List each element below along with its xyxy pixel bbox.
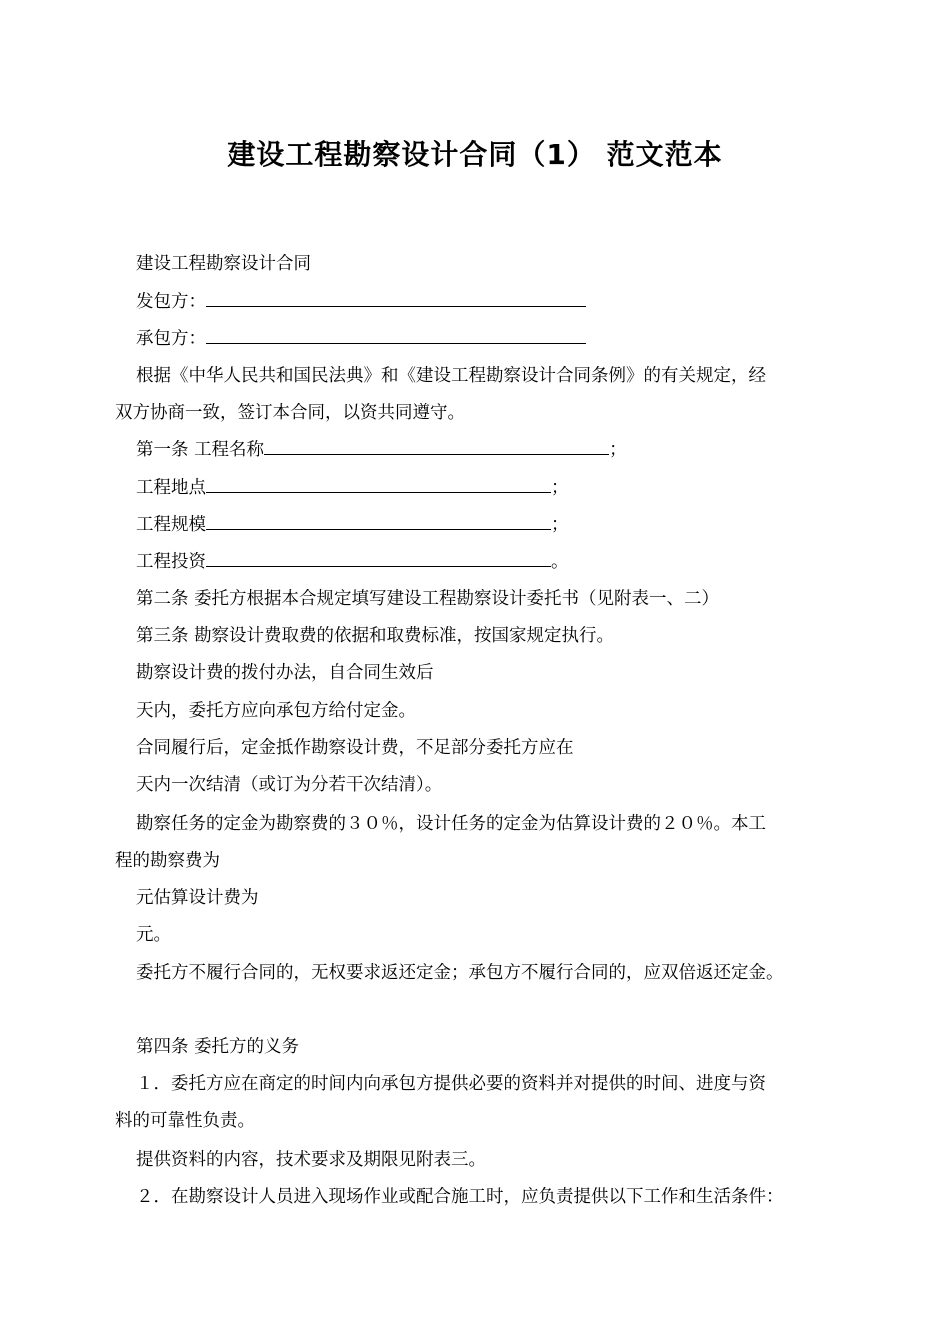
preamble-line-2: 双方协商一致，签订本合同，以资共同遵守。 (115, 403, 465, 423)
scale-label: 工程规模 (136, 515, 206, 535)
punctuation: 。 (551, 552, 569, 572)
page-title: 建设工程勘察设计合同（1） 范文范本 (227, 138, 723, 171)
party-b-blank (206, 327, 586, 344)
article-1-name-label: 第一条 工程名称 (136, 440, 265, 460)
article-4-item-1-line-1: １．委托方应在商定的时间内向承包方提供必要的资料并对提供的时间、进度与资 (136, 1074, 766, 1094)
investment-label: 工程投资 (136, 552, 206, 572)
punctuation: ； (551, 478, 569, 498)
article-4-item-2: ２．在勘察设计人员进入现场作业或配合施工时，应负责提供以下工作和生活条件： (136, 1187, 784, 1207)
article-1-name (136, 438, 627, 462)
deposit-line-4: 元。 (136, 925, 171, 945)
article-3: 第三条 勘察设计费取费的依据和取费标准，按国家规定执行。 (136, 626, 615, 646)
article-2: 第二条 委托方根据本合规定填写建设工程勘察设计委托书（见附表一、二） (136, 589, 720, 609)
project-location-blank (206, 476, 551, 493)
punctuation: ； (551, 515, 569, 535)
article-1-investment (136, 550, 569, 574)
party-a-blank (206, 290, 586, 307)
contract-heading: 建设工程勘察设计合同 (136, 254, 311, 274)
article-4-heading: 第四条 委托方的义务 (136, 1037, 300, 1057)
article-1-scale (136, 513, 569, 537)
party-a-label: 发包方： (136, 292, 206, 312)
party-a-line (136, 290, 586, 314)
party-b-label: 承包方： (136, 329, 206, 349)
breach-clause: 委托方不履行合同的，无权要求返还定金；承包方不履行合同的，应双倍返还定金。 (136, 963, 784, 983)
article-4-item-1-line-2: 料的可靠性负责。 (115, 1111, 255, 1131)
preamble-line-1: 根据《中华人民共和国民法典》和《建设工程勘察设计合同条例》的有关规定，经 (136, 366, 766, 386)
location-label: 工程地点 (136, 478, 206, 498)
punctuation: ； (609, 440, 627, 460)
payment-line-1: 勘察设计费的拨付办法，自合同生效后 (136, 663, 434, 683)
article-4-materials: 提供资料的内容，技术要求及期限见附表三。 (136, 1150, 486, 1170)
deposit-line-1: 勘察任务的定金为勘察费的３０％，设计任务的定金为估算设计费的２０％。本工 (136, 814, 766, 834)
payment-line-3: 合同履行后，定金抵作勘察设计费，不足部分委托方应在 (136, 738, 574, 758)
deposit-line-3: 元估算设计费为 (136, 888, 259, 908)
article-1-location (136, 476, 569, 500)
deposit-line-2: 程的勘察费为 (115, 851, 220, 871)
payment-line-2: 天内，委托方应向承包方给付定金。 (136, 701, 416, 721)
project-name-blank (264, 438, 609, 455)
party-b-line (136, 327, 586, 351)
payment-line-4: 天内一次结清（或订为分若干次结清）。 (136, 775, 443, 795)
project-investment-blank (206, 550, 551, 567)
project-scale-blank (206, 513, 551, 530)
